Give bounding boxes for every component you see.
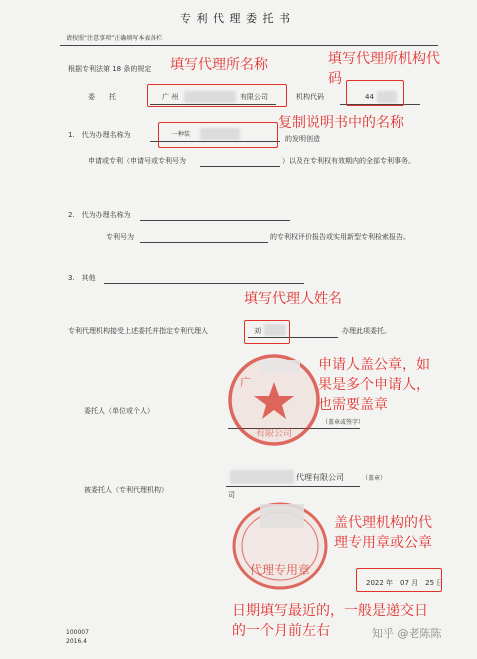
accept-suffix: 办理此项委托。 [342, 327, 391, 335]
item2-line2-underline [140, 242, 268, 243]
client-name-suffix: 有限公司 [240, 93, 268, 101]
annotation-agency-seal-1: 盖代理机构的代 [334, 515, 432, 531]
agent-firm-name: 代理有限公司 [296, 473, 344, 482]
client-name-highlight-box [147, 84, 287, 107]
agent-firm-line2: 司 [228, 491, 235, 499]
top-rule [60, 45, 438, 46]
agency-code-label: 机构代码 [296, 93, 324, 101]
agency-seal-text: 代理专用章 [250, 563, 311, 577]
applicant-seal-bottom: 有限公司 [256, 429, 293, 439]
principal-sign: （盖章或签字） [322, 419, 365, 426]
item1-value: 一种装 [172, 131, 191, 138]
form-number: 100007 [66, 629, 89, 636]
client-name-start: 广 州 [162, 93, 179, 101]
annotation-copy-title: 复制说明书中的名称 [278, 115, 404, 131]
watermark: 知乎 @老陈陈 [372, 627, 442, 640]
annotation-applicant-seal-2: 果是多个申请人， [318, 377, 430, 393]
principal-label: 委托人（单位或个人） [84, 407, 154, 415]
item1-label: 1. 代为办理名称为 [68, 131, 131, 139]
annotation-applicant-seal-3: 也需要盖章 [318, 397, 388, 413]
annotation-date-1: 日期填写最近的，一般是递交日 [232, 603, 428, 619]
item1-line2-underline [200, 166, 280, 167]
agent-firm-underline [226, 486, 360, 487]
agency-code-start: 44 [365, 93, 374, 101]
item1-suffix: 的发明创造 [285, 135, 320, 143]
item2-label: 2. 代为办理名称为 [68, 211, 131, 219]
agent-firm-redaction [230, 470, 294, 484]
form-intro: 根据专利法第 18 条的规定 [68, 65, 152, 73]
annotation-date-2: 的一个月前左右 [232, 623, 330, 639]
annotation-agent-name: 填写代理人姓名 [244, 291, 342, 307]
form-notice: 请按照“注意事项”正确填写本表各栏 [66, 35, 163, 42]
weituo-label: 委 托 [88, 93, 116, 101]
applicant-seal [226, 352, 322, 448]
agent-firm-sign: （盖章） [362, 475, 387, 482]
annotation-agency-seal-2: 理专用章或公章 [334, 535, 432, 551]
agency-code-highlight-box [346, 80, 404, 106]
agency-seal [230, 500, 330, 592]
accept-text: 专利代理机构接受上述委托并指定专利代理人 [68, 327, 208, 335]
annotation-agency-code-1: 填写代理所机构代 [328, 51, 440, 67]
item2-line2-suffix: 的专利权评价报告或实用新型专利检索报告。 [270, 233, 410, 241]
item1-line2: 申请或专利（申请号或专利号为 [88, 157, 186, 165]
sign-date: 2022 年 07 月 25 日 [366, 579, 444, 587]
annotation-agency-code-2: 码 [328, 71, 342, 87]
annotation-applicant-seal-1: 申请人盖公章，如 [318, 357, 430, 373]
applicant-seal-text: 广 [240, 376, 251, 389]
form-version: 2016.4 [66, 638, 87, 645]
form-title: 专 利 代 理 委 托 书 [180, 12, 291, 25]
annotation-agency-name: 填写代理所名称 [170, 57, 268, 73]
item2-underline [140, 220, 290, 221]
item3-underline [104, 283, 304, 284]
date-highlight-box [356, 568, 442, 592]
item2-line2: 专利号为 [106, 233, 134, 241]
agent-firm-label: 被委托人（专利代理机构） [84, 486, 168, 494]
item1-highlight-box [158, 122, 278, 148]
agent-name-highlight-box [244, 320, 290, 344]
item3-label: 3. 其他 [68, 274, 96, 282]
item1-line2-suffix: ）以及在专利权有效期内的全部专利事务。 [282, 157, 415, 165]
agent-name-start: 刘 [254, 327, 261, 335]
